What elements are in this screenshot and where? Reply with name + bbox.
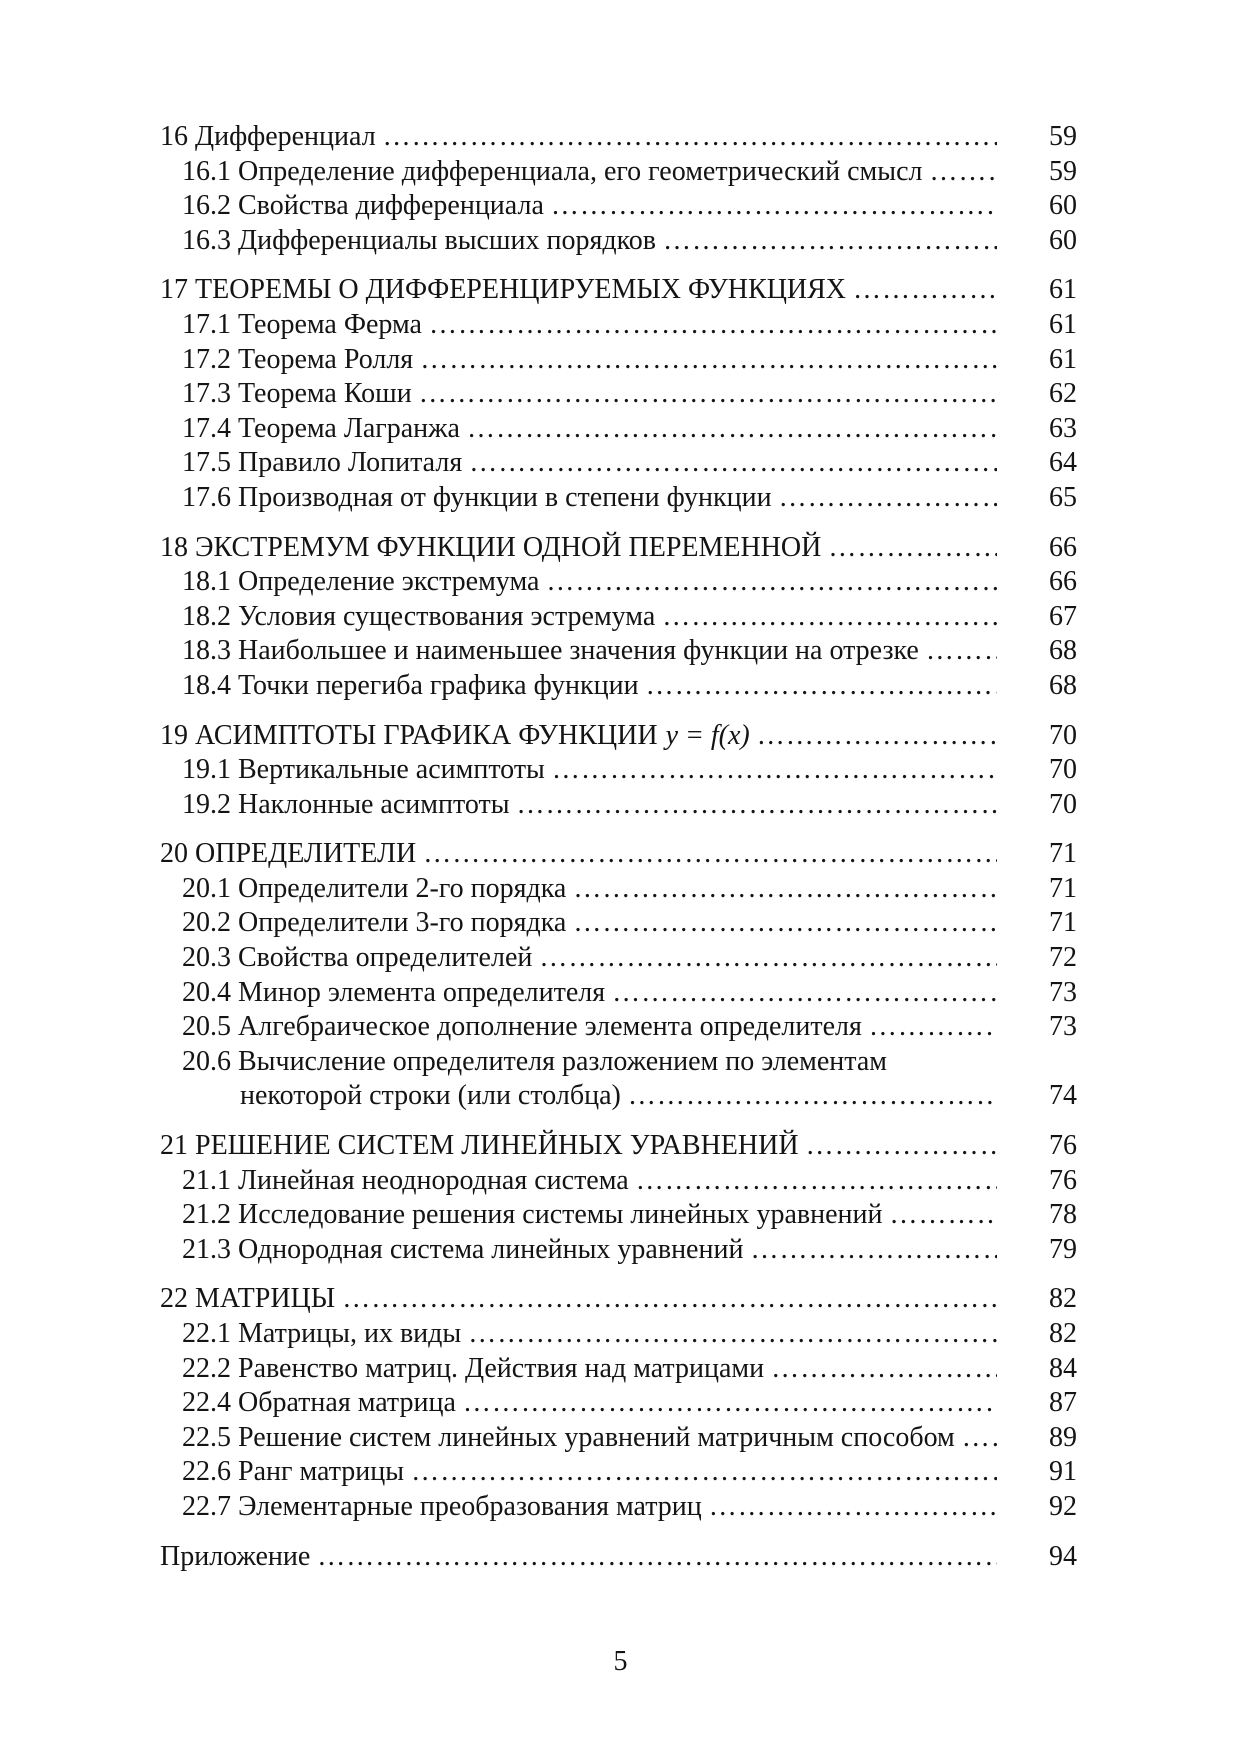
toc-entry-page-number: 89 [1049,1421,1077,1453]
toc-entry [160,189,1077,224]
dot-leader [573,872,997,907]
toc-entry-text: 18.2 Условия существования эстремума [182,600,656,632]
toc-entry-page-number: 92 [1049,1490,1077,1522]
toc-entry-text: 19 АСИМПТОТЫ ГРАФИКА ФУНКЦИИ [160,719,658,751]
toc-entry-page-number: 70 [1049,754,1077,786]
dot-leader [663,224,997,259]
toc-entry-page-number: 73 [1049,1011,1077,1043]
toc-entry [160,1233,1077,1268]
dot-leader [646,669,997,704]
dot-leader [709,1490,997,1525]
toc-group [160,1129,1077,1267]
toc-entry-text: 20.3 Свойства определителей [182,942,533,974]
toc-entry-page-number: 64 [1049,447,1077,479]
toc-entry [160,412,1077,447]
toc-entry-page-number: 60 [1049,224,1077,256]
toc-entry-formula: y = f(x) [665,719,750,751]
toc-entry-text: 22.1 Матрицы, их виды [182,1318,462,1349]
dot-leader [546,565,997,600]
toc-entry-page-number: 71 [1049,872,1077,904]
toc-entry-text: 20.4 Минор элемента определителя [182,976,606,1008]
toc-entry-text: Приложение [160,1540,311,1572]
toc-entry-text: 21.1 Линейная неоднородная система [182,1164,629,1196]
toc-entry-text: некоторой строки (или столбца) [240,1080,621,1112]
toc-entry-page-number: 91 [1049,1456,1077,1488]
toc-entry-page-number: 65 [1049,481,1077,513]
toc-entry [160,1490,1077,1525]
toc-entry-text: 16.1 Определение дифференциала, его геометрический смысл [182,155,923,187]
toc-entry-page-number: 84 [1049,1352,1077,1384]
toc-entry [160,600,1077,635]
toc-entry-page-number: 71 [1049,838,1077,870]
dot-leader [539,941,997,976]
toc-entry [160,1164,1077,1199]
dot-leader [828,531,997,566]
toc-group [160,120,1077,258]
toc-entry [160,906,1077,941]
toc-entry-text: 16.2 Свойства дифференциала [182,190,544,222]
toc-group [160,531,1077,704]
toc-entry-text: 22.4 Обратная матрица [182,1387,456,1419]
toc-entry-text: 21 РЕШЕНИЕ СИСТЕМ ЛИНЕЙНЫХ УРАВНЕНИЙ [160,1130,799,1162]
toc-entry [160,565,1077,600]
toc-entry-text: 17.3 Теорема Коши [182,378,412,410]
toc-entry [160,837,1077,872]
dot-leader [869,1010,997,1045]
dot-leader [662,600,997,635]
toc-entry [160,1282,1077,1317]
toc-entry [160,1198,1077,1233]
toc-entry-text: 22.6 Ранг матрицы [182,1456,405,1488]
toc-entry-page-number: 76 [1049,1164,1077,1196]
toc-entry-page-number: 59 [1049,155,1077,187]
toc-entry [160,1540,1077,1575]
toc-entry [160,941,1077,976]
toc-entry [160,1010,1077,1045]
toc-entry-text: 17.4 Теорема Лагранжа [182,412,460,444]
toc-entry-text: 20.6 Вычисление определителя разложением по элементам [182,1045,888,1077]
toc-entry [160,1421,1077,1456]
dot-leader [419,377,997,412]
toc-entry [160,343,1077,378]
toc-entry-page-number: 82 [1049,1283,1077,1315]
toc-entry [160,1352,1077,1387]
toc-entry-text: 17 ТЕОРЕМЫ О ДИФФЕРЕНЦИРУЕМЫХ ФУНКЦИЯХ [160,274,847,306]
toc-entry-page-number: 60 [1049,190,1077,222]
toc-entry-page-number: 63 [1049,412,1077,444]
toc-entry-text: 20 ОПРЕДЕЛИТЕЛИ [160,838,417,870]
toc-entry [160,446,1077,481]
toc-entry [160,1386,1077,1421]
toc-group [160,273,1077,515]
toc-entry [160,634,1077,669]
dot-leader [853,273,997,308]
toc-entry-text: 20.1 Определители 2-го порядка [182,872,567,904]
toc-entry-page-number: 66 [1049,531,1077,563]
toc-entry-continuation [160,1079,1077,1114]
toc-entry [160,669,1077,704]
toc-entry [160,753,1077,788]
toc-entry [160,1129,1077,1164]
dot-leader [317,1540,997,1575]
toc-entry-text: 17.1 Теорема Ферма [182,308,422,340]
toc-entry-page-number: 82 [1049,1318,1077,1349]
page-number-footer: 5 [613,1646,628,1677]
toc-entry-text: 22.7 Элементарные преобразования матриц [182,1490,702,1522]
toc-entry-page-number: 71 [1049,907,1077,939]
toc-entry-page-number: 67 [1049,600,1077,632]
dot-leader [383,120,997,155]
toc-entry-text: 21.2 Исследование решения системы линейных уравнений [182,1199,883,1231]
toc-entry [160,273,1077,308]
toc-entry-text: 19.2 Наклонные асимптоты [182,788,510,820]
toc-entry-page-number: 72 [1049,942,1077,974]
toc-entry-page-number: 61 [1049,308,1077,340]
toc-entry [160,308,1077,343]
toc-entry-page-number: 59 [1049,121,1077,152]
toc-entry-page-number: 79 [1049,1233,1077,1265]
toc-group [160,1282,1077,1524]
dot-leader [468,1317,997,1352]
toc-entry-text: 17.2 Теорема Ролля [182,343,414,375]
toc-entry-page-number: 70 [1049,788,1077,820]
toc-entry-text: 19.1 Вертикальные асимптоты [182,754,545,786]
toc-entry-page-number: 66 [1049,566,1077,598]
dot-leader [517,788,997,823]
toc-entry-page-number: 70 [1049,719,1077,751]
toc-entry-text: 20.2 Определители 3-го порядка [182,907,567,939]
toc-entry [160,1455,1077,1490]
toc-entry-text: 18.1 Определение экстремума [182,566,540,598]
dot-leader [469,446,997,481]
toc-entry-text: 16 Дифференциал [160,121,376,152]
toc-entry-page-number: 94 [1049,1540,1077,1572]
dot-leader [962,1421,997,1456]
dot-leader [757,719,997,754]
toc-entry [160,788,1077,823]
toc-entry-text: 17.5 Правило Лопиталя [182,447,463,479]
toc-entry-page-number: 73 [1049,976,1077,1008]
toc-group [160,1540,1077,1575]
dot-leader [612,976,997,1011]
toc-entry [160,872,1077,907]
toc-entry [160,481,1077,516]
toc-entry-page-number: 87 [1049,1387,1077,1419]
toc-entry [160,120,1077,155]
toc-entry-page-number: 61 [1049,274,1077,306]
dot-leader [636,1164,997,1199]
dot-leader [463,1386,997,1421]
dot-leader [342,1282,997,1317]
dot-leader [420,343,997,378]
toc-entry-text: 18 ЭКСТРЕМУМ ФУНКЦИИ ОДНОЙ ПЕРЕМЕННОЙ [160,531,822,563]
toc-group [160,837,1077,1114]
toc-entry [160,377,1077,412]
dot-leader [551,189,997,224]
toc-entry-page-number: 78 [1049,1199,1077,1231]
toc-entry-text: 17.6 Производная от функции в степени функции [182,481,772,513]
toc-entry-page-number: 74 [1049,1080,1077,1112]
toc-entry-text: 16.3 Дифференциалы высших порядков [182,224,656,256]
dot-leader [573,906,997,941]
toc-entry [160,719,1077,754]
toc-entry-page-number: 68 [1049,669,1077,701]
toc-entry [160,1317,1077,1352]
toc-entry-text: 22.2 Равенство матриц. Действия над матрицами [182,1352,765,1384]
toc-entry [160,155,1077,190]
toc-entry-text: 20.5 Алгебраическое дополнение элемента определителя [182,1011,862,1043]
toc-entry-text: 18.4 Точки перегиба графика функции [182,669,639,701]
dot-leader [929,155,997,190]
dot-leader [411,1455,997,1490]
dot-leader [628,1079,997,1114]
dot-leader [771,1352,997,1387]
toc-entry-text: 21.3 Однородная система линейных уравнений [182,1233,744,1265]
dot-leader [926,634,997,669]
toc-entry [160,224,1077,259]
dot-leader [806,1129,997,1164]
dot-leader [750,1233,997,1268]
toc-entry [160,531,1077,566]
toc-entry-page-number: 61 [1049,343,1077,375]
dot-leader [779,481,997,516]
dot-leader [429,308,997,343]
dot-leader [552,753,997,788]
dot-leader [467,412,997,447]
toc-entry [160,1045,1077,1080]
toc-entry-text: 22 МАТРИЦЫ [160,1283,336,1315]
toc-entry-page-number: 62 [1049,378,1077,410]
toc-entry-page-number: 76 [1049,1130,1077,1162]
table-of-contents [160,120,1077,1574]
toc-entry-page-number: 68 [1049,635,1077,667]
toc-entry-text: 22.5 Решение систем линейных уравнений матричным способом [182,1421,955,1453]
toc-group [160,719,1077,823]
toc-entry-text: 18.3 Наибольшее и наименьшее значения функции на отрезке [182,635,919,667]
dot-leader [890,1198,998,1233]
dot-leader [423,837,997,872]
toc-entry [160,976,1077,1011]
